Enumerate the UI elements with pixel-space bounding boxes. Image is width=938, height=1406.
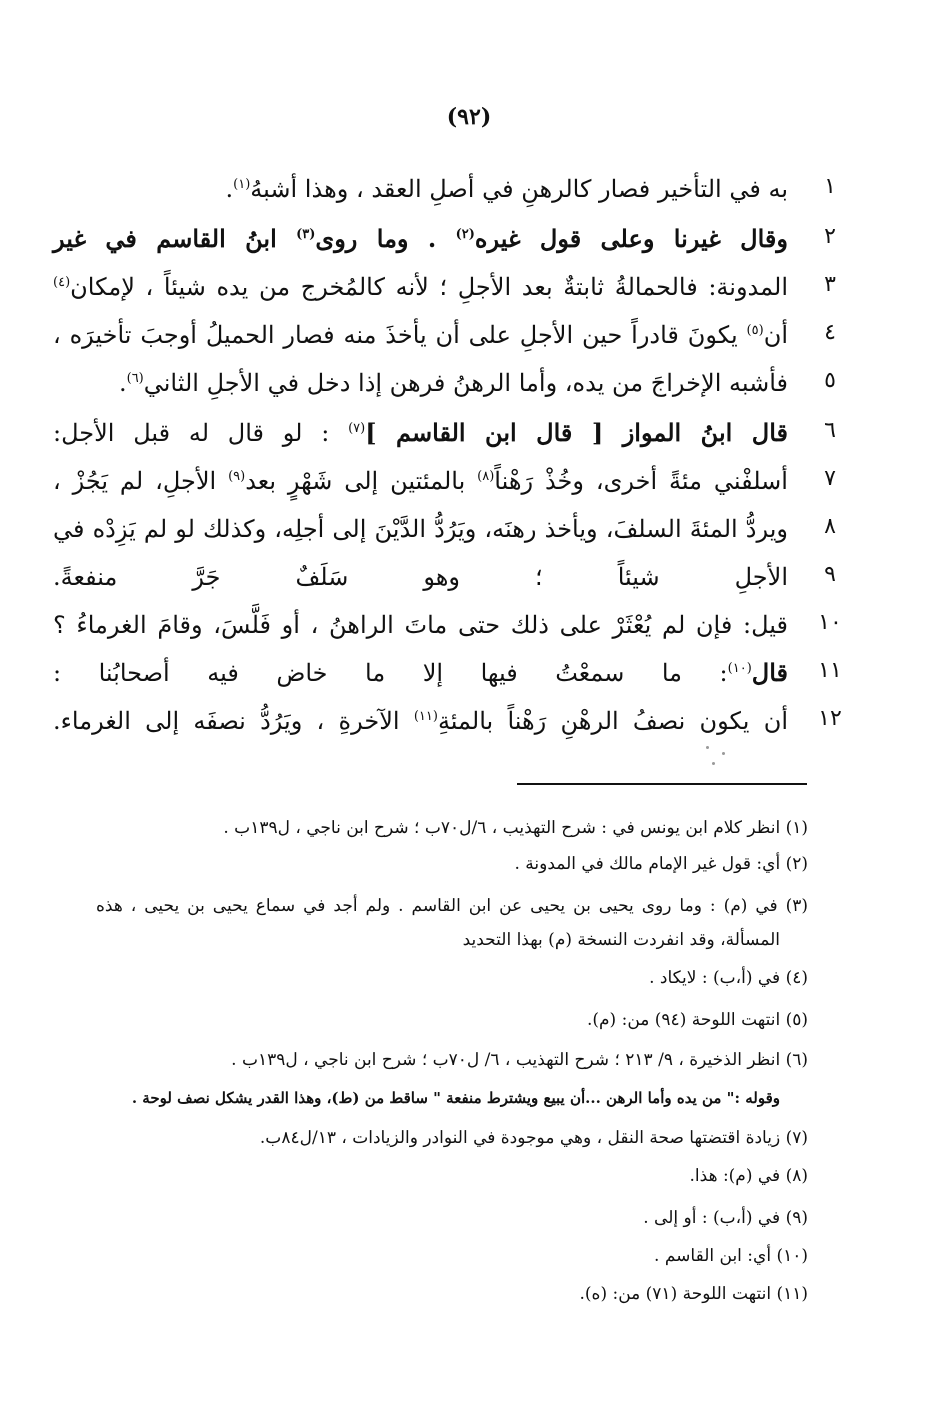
- text-line-4: [53, 316, 850, 356]
- text-line-6: [53, 414, 850, 454]
- line-number: ٦: [824, 418, 836, 443]
- line-text: قال$^{(١٠)}$: ما سمعْتُ فيها إلا ما خاض فيه أصحابُنا :: [53, 658, 788, 687]
- scan-speck: [706, 746, 709, 749]
- line-text: قيل: فإن لم يُعْثَرْ على ذلك حتى ماتَ الراهنُ ، أو فَلَّسَ، وقامَ الغرماءُ ؟: [53, 611, 788, 639]
- footnote-8: (٨) في (م): هذا.: [689, 1166, 808, 1186]
- text-line-2: [53, 220, 850, 260]
- footnote-ref: (٧): [348, 421, 366, 436]
- footnote-ref: (١١): [413, 709, 438, 724]
- text-line-8: [53, 510, 850, 550]
- line-number: ٥: [824, 368, 836, 393]
- line-number: ٨: [824, 514, 836, 539]
- footnote-1: (١) انظر كلام ابن يونس في : شرح التهذيب ، ٦/ل٧٠ب ؛ شرح ابن ناجي ، ل١٣٩ب .: [223, 818, 808, 838]
- scan-speck: [712, 762, 715, 765]
- line-text: الأجلِ شيئاً ؛ وهو سَلَفٌ جَرَّ منفعةً.: [53, 563, 788, 591]
- footnote-ref: (٨): [477, 469, 495, 484]
- line-number: ٩: [824, 562, 836, 587]
- footnote-5: (٥) انتهت اللوحة (٩٤) من: (م).: [587, 1010, 808, 1030]
- line-number: ١: [824, 174, 836, 199]
- footnote-7: (٧) زيادة اقتضتها صحة النقل ، وهي موجودة في النوادر والزيادات ، ١٣/ل٨٤ب.: [259, 1128, 808, 1148]
- text-line-12: [53, 702, 850, 742]
- scan-speck: [722, 752, 725, 755]
- footnote-6: (٦) انظر الذخيرة ، ٩/ ٢١٣ ؛ شرح التهذيب ، ٦/ ل٧٠ب ؛ شرح ابن ناجي ، ل١٣٩ب .: [231, 1050, 808, 1070]
- footnote-4: (٤) في (أ،ب) : لايكاد .: [649, 968, 808, 988]
- footnote-ref: (٦): [126, 371, 144, 386]
- footnote-3: (٣) في (م) : وما روى يحيى بن يحيى عن ابن القاسم . ولم أجد في سماع يحيى بن يحيى ، هذه: [96, 896, 808, 916]
- text-line-3: [53, 268, 850, 308]
- footnote-ref: (٩): [228, 469, 246, 484]
- footnote-ref: (٢): [455, 227, 475, 242]
- line-text: أسلفْني مئةً أخرى، وخُذْ رَهْناً$^{(٨)}$ بالمئتين إلى شَهْرٍ بعد$^{(٩)}$ الأجلِ، لم يَجُزْ ،: [53, 467, 788, 495]
- footnote-6-note: وقوله :" من يده وأما الرهن ...أن يبيع ويشترط منفعة " ساقط من (ط)، وهذا القدر يشكل نصف لوحة .: [131, 1089, 780, 1107]
- footnote-ref: (٤): [53, 275, 71, 290]
- line-text: وقال غيرنا وعلى قول غيره$^{(٢)}$ . وما روى$^{(٣)}$ ابنُ القاسم في غير: [53, 224, 788, 253]
- text-line-9: [53, 558, 850, 598]
- footnote-ref: (١٠): [727, 661, 752, 676]
- text-line-7: [53, 462, 850, 502]
- line-number: ٢: [824, 224, 836, 249]
- line-number: ١١: [818, 658, 842, 683]
- text-line-11: [53, 654, 850, 694]
- line-number: ١٠: [818, 610, 842, 635]
- footnote-3-continued: المسألة، وقد انفردت النسخة (م) بهذا التحديد: [462, 930, 780, 950]
- line-number: ٤: [824, 320, 836, 345]
- line-text: فأشبه الإخراجَ من يده، وأما الرهنُ فرهن إذا دخل في الأجلِ الثاني$^{(٦)}$.: [118, 369, 788, 397]
- line-number: ٧: [824, 466, 836, 491]
- footnote-10: (١٠) أي: ابن القاسم .: [654, 1246, 808, 1266]
- footnote-ref: (٣): [296, 227, 316, 242]
- text-line-1: [70, 170, 850, 210]
- line-text: أن يكون نصفُ الرهْنِ رَهْناً بالمئةِ$^{(١١)}$ الآخرةِ ، ويَرُدُّ نصفَه إلى الغرماء.: [53, 707, 788, 735]
- line-text: قال ابنُ المواز [ قال ابن القاسم ]$^{(٧)}$ : لو قال له قبل الأجل:: [53, 418, 788, 447]
- text-line-5: [70, 364, 850, 404]
- line-text: أن$^{(٥)}$ يكونَ قادراً حين الأجلِ على أن يأخذَ منه فصار الحميلُ أوجبَ تأخيرَه ،: [53, 321, 788, 349]
- page-number: (٩٢): [446, 104, 492, 130]
- footnote-2: (٢) أي: قول غير الإمام مالك في المدونة .: [514, 854, 808, 874]
- footnote-separator: [517, 783, 807, 785]
- line-text: ويردُّ المئةَ السلفَ، ويأخذ رهنَه، ويَرُدُّ الدَّيْنَ إلى أجلِه، وكذلك لو لم يَزِدْه في: [53, 515, 788, 543]
- line-number: ٣: [824, 272, 836, 297]
- line-text: به في التأخير فصار كالرهنِ في أصلِ العقد ، وهذا أشبهُ$^{(١)}$.: [225, 175, 788, 203]
- footnote-ref: (١): [233, 177, 251, 192]
- line-number: ١٢: [818, 706, 842, 731]
- footnote-9: (٩) في (أ،ب) : أو إلى .: [643, 1208, 808, 1228]
- line-text: المدونة: فالحمالةُ ثابتةٌ بعد الأجلِ ؛ لأنه كالمُخرج من يده شيئاً ، لإمكان$^{(٤)}$: [53, 273, 788, 301]
- footnote-ref: (٥): [746, 323, 764, 338]
- text-line-10: [53, 606, 850, 646]
- footnote-11: (١١) انتهت اللوحة (٧١) من: (ه).: [579, 1284, 808, 1304]
